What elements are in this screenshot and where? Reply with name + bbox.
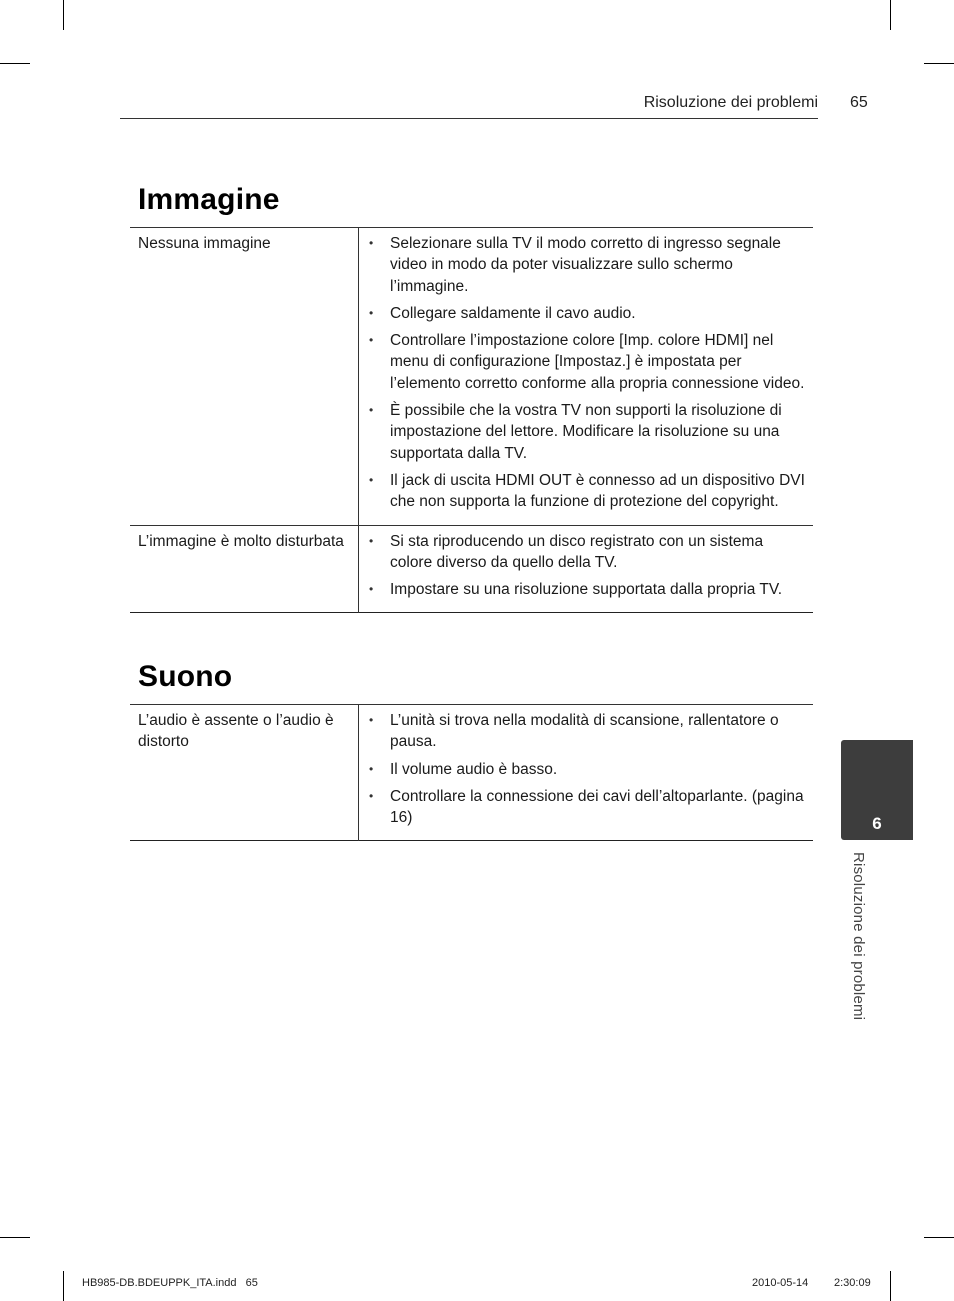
solution-list: [369, 531, 805, 601]
solution-list: [369, 233, 805, 513]
crop-mark: [890, 1271, 891, 1301]
troubleshooting-table-suono: [130, 704, 813, 841]
section-title-immagine: Immagine: [138, 183, 280, 216]
troubleshooting-table-immagine: [130, 227, 813, 613]
solution-item: • Impostare su una risoluzione supportata dalla propria TV.: [369, 579, 805, 600]
page-number: 65: [850, 94, 868, 111]
print-slug-file: HB985-DB.BDEUPPK_ITA.indd 65: [82, 1277, 258, 1289]
solution-item: • Si sta riproducendo un disco registrato con un sistema colore diverso da quello della TV.: [369, 531, 805, 574]
table-row: [130, 525, 813, 613]
solution-list: [369, 710, 805, 828]
solution-item: • Selezionare sulla TV il modo corretto di ingresso segnale video in modo da poter visualizzare sullo schermo l’immagine.: [369, 233, 805, 297]
chapter-tab: [841, 740, 913, 840]
crop-mark: [924, 63, 954, 64]
solution-item: • L’unità si trova nella modalità di scansione, rallentatore o pausa.: [369, 710, 805, 753]
print-slug-time: 2:30:09: [834, 1277, 871, 1289]
solution-cell: [359, 525, 814, 613]
print-slug-date: 2010-05-14: [752, 1277, 809, 1289]
crop-mark: [63, 0, 64, 30]
running-title: Risoluzione dei problemi: [643, 94, 818, 111]
solution-item: • Controllare l’impostazione colore [Imp. colore HDMI] nel menu di configurazione [Impostaz.] è impostata per l’elemento corretto conforme alla propria connessione video.: [369, 330, 805, 394]
crop-mark: [0, 1237, 30, 1238]
table-row: [130, 228, 813, 526]
crop-mark: [890, 0, 891, 30]
solution-cell: [359, 228, 814, 526]
solution-item: • È possibile che la vostra TV non supporti la risoluzione di impostazione del lettore. Modificare la risoluzione su una supportata dalla TV.: [369, 400, 805, 464]
crop-mark: [63, 1271, 64, 1301]
section-title-suono: Suono: [138, 660, 233, 693]
solution-item: • Il volume audio è basso.: [369, 759, 805, 780]
solution-item: • Controllare la connessione dei cavi dell’altoparlante. (pagina 16): [369, 786, 805, 829]
problem-cell: L’audio è assente o l’audio è distorto: [130, 705, 359, 841]
chapter-number: 6: [872, 814, 882, 833]
solution-item: • Il jack di uscita HDMI OUT è connesso ad un dispositivo DVI che non supporta la funzione di protezione del copyright.: [369, 470, 805, 513]
chapter-side-label: Risoluzione dei problemi: [850, 852, 867, 1021]
problem-cell: L’immagine è molto disturbata: [130, 525, 359, 613]
solution-item: • Collegare saldamente il cavo audio.: [369, 303, 805, 324]
running-header: [120, 94, 818, 119]
problem-cell: Nessuna immagine: [130, 228, 359, 526]
crop-mark: [0, 63, 30, 64]
crop-mark: [924, 1237, 954, 1238]
solution-cell: [359, 705, 814, 841]
table-row: [130, 705, 813, 841]
